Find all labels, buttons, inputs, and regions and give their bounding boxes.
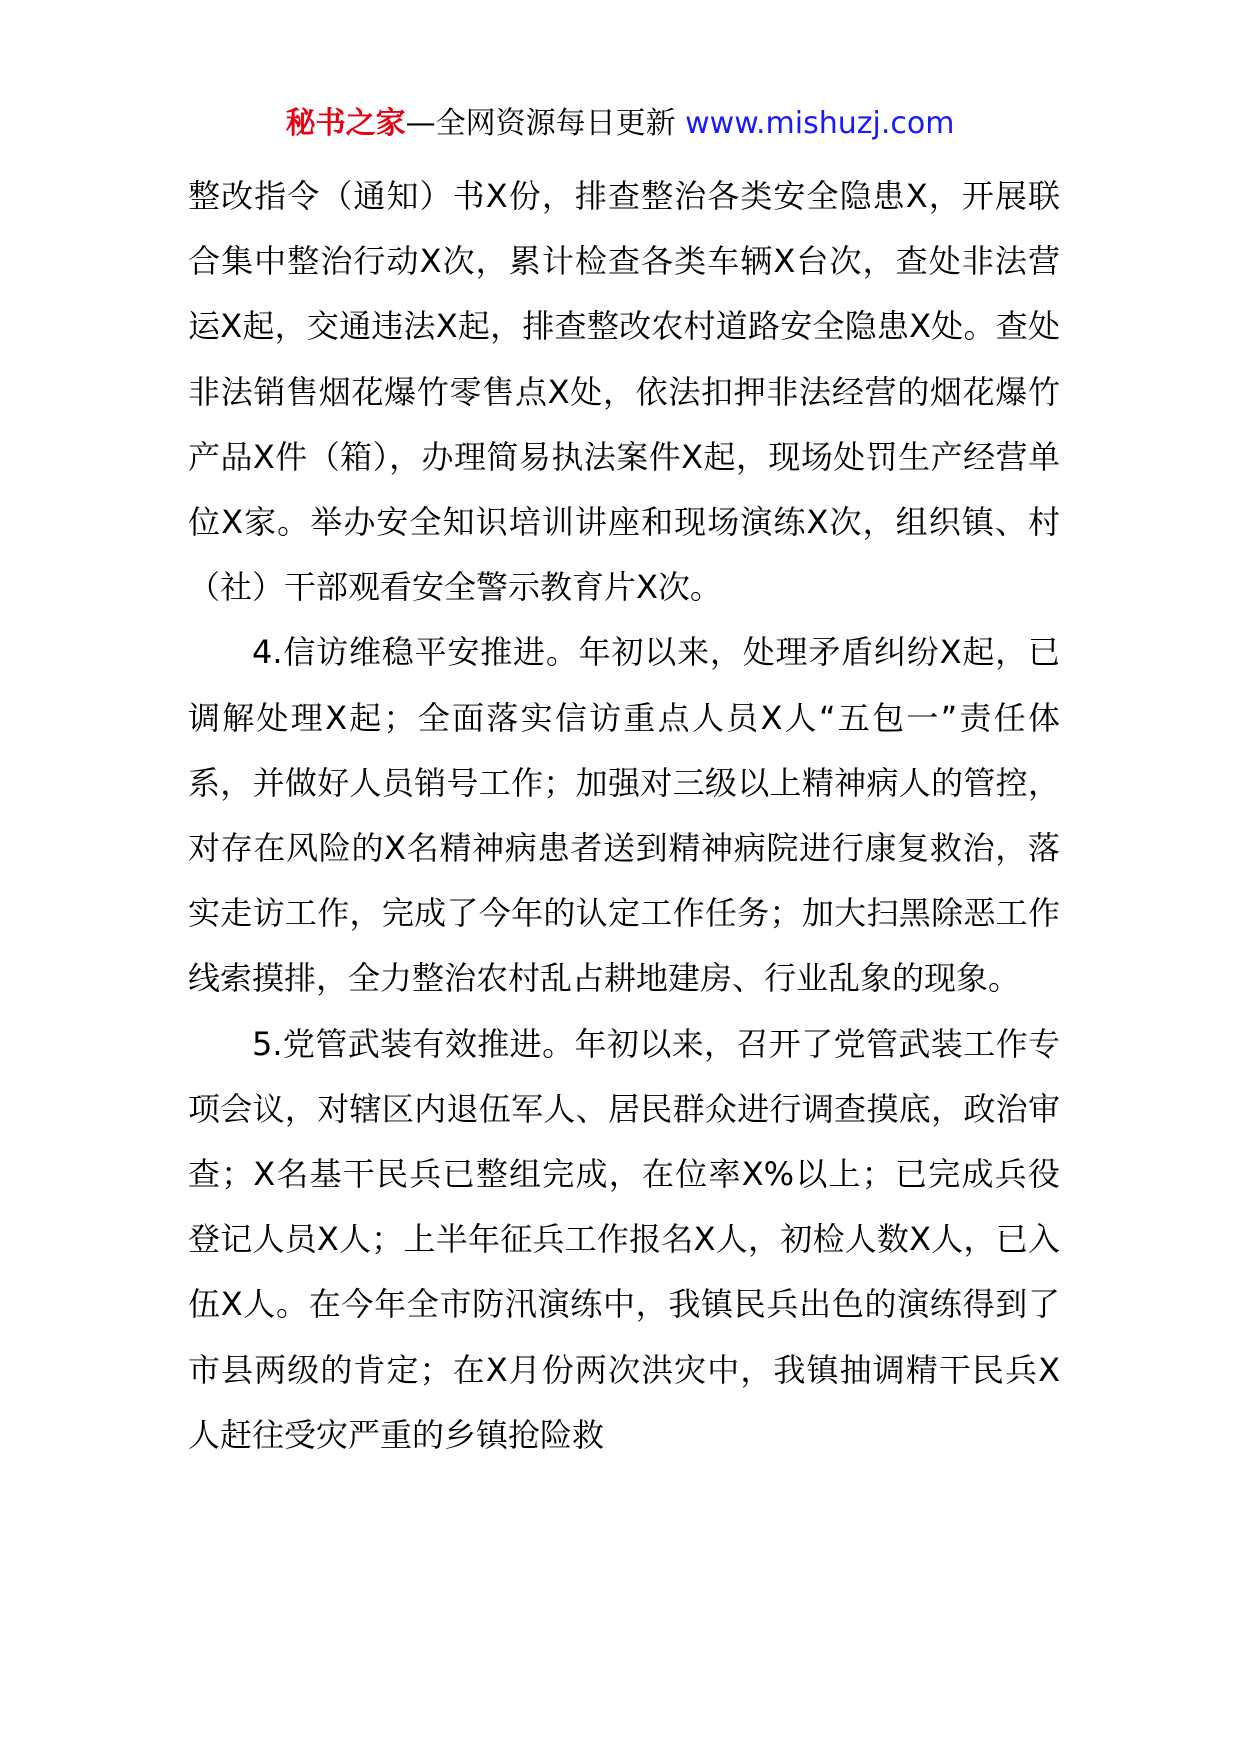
paragraph-armed-forces: 5.党管武装有效推进。年初以来，召开了党管武装工作专项会议，对辖区内退伍军人、居民群众进行调查摸底，政治审查；X名基干民兵已整组完成，在位率X%以上；已完成兵役登记人员X人；上半年征兵工作报名X人，初检人数X人，已入伍X人。在今年全市防汛演练中，我镇民兵出色的演练得到了市县两级的肯定；在X月份两次洪灾中，我镇抽调精干民兵X人赶往受灾严重的乡镇抢险救 — [188, 1024, 1060, 1454]
paragraph-petition-stability: 4.信访维稳平安推进。年初以来，处理矛盾纠纷X起，已调解处理X起；全面落实信访重点人员X人“五包一”责任体系，并做好人员销号工作；加强对三级以上精神病人的管控，对存在风险的X名精神病患者送到精神病院进行康复救治，落实走访工作，完成了今年的认定工作任务；加大扫黑除恶工作线索摸排，全力整治农村乱占耕地建房、行业乱象的现象。 — [188, 633, 1060, 998]
brand-name: 秘书之家 — [285, 106, 406, 141]
site-header — [0, 104, 1240, 144]
header-slogan: —全网资源每日更新 — [405, 106, 676, 141]
document-body — [188, 164, 1060, 1468]
paragraph-safety-inspection: 整改指令（通知）书X份，排查整治各类安全隐患X，开展联合集中整治行动X次，累计检查各类车辆X台次，查处非法营运X起，交通违法X起，排查整改农村道路安全隐患X处。查处非法销售烟花爆竹零售点X处，依法扣押非法经营的烟花爆竹产品X件（箱），办理简易执法案件X起，现场处罚生产经营单位X家。举办安全知识培训讲座和现场演练X次，组织镇、村（社）干部观看安全警示教育片X次。 — [188, 177, 1060, 607]
header-url-link[interactable]: www.mishuzj.com — [685, 106, 955, 141]
